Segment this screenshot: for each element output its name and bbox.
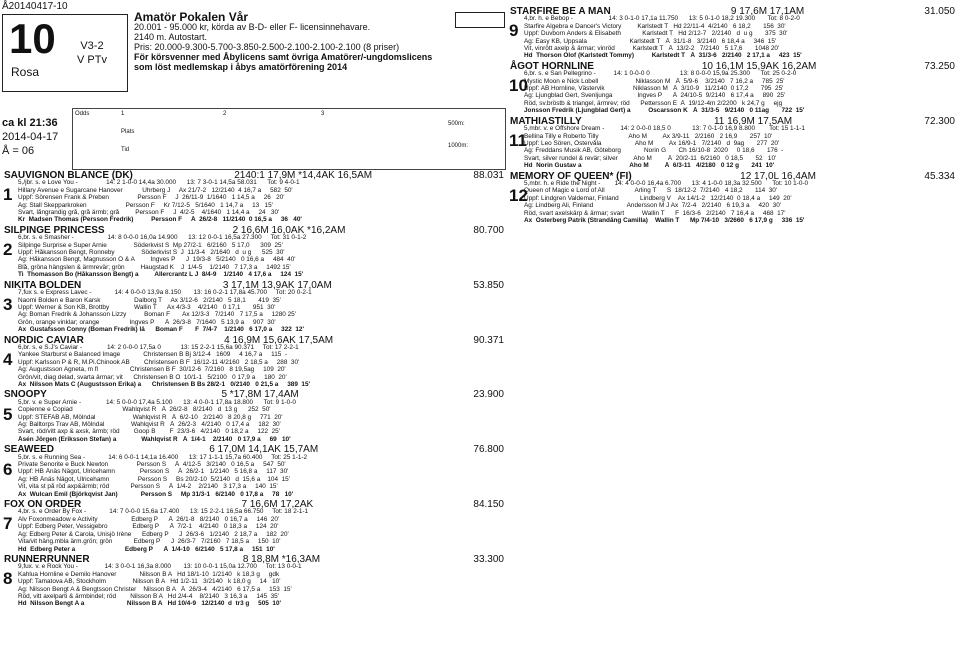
race-number-box	[2, 14, 128, 92]
horse-detail-line: Äg: Freddans Musik AB, Göteborg Norin G Ch 16/10-8 2020 0 18,6 176 -	[524, 147, 784, 155]
horse-stats: 3 17,1M 13,9AK 17,0AM	[222, 279, 332, 291]
horse-detail-line: Uppf: Sörensen Frank & Preben Persson F J 26/11-9 1/1640 1 14,5 a 26 20'	[18, 194, 285, 202]
horse-start-number: 12	[509, 185, 528, 205]
grid-500m: 500m:	[448, 121, 465, 127]
horse-entry	[4, 501, 504, 553]
grid-c3: 3	[321, 111, 325, 117]
odds-grid	[72, 108, 506, 170]
horse-detail-line: 5,mbr. h. e Ride the Night - 14: 4 0-0-0 16,4a 6.700 13: 4 1-0-0 18,3a 32.500 Tot: 10 1-0-0	[524, 179, 809, 187]
horse-detail-line: Äg: Håkansson Bengt, Magnusson Ö & A Ingves P J 19/3-8 5/2140 0 16,6 a 484 40'	[18, 256, 296, 264]
horse-prize-money: 76.800	[473, 444, 504, 456]
horse-entry	[4, 172, 504, 224]
horse-detail-line: Ti Thomasson Bo (Håkansson Bengt) a Allercrantz L J 8/4-9 1/2140 4 17,6 a 124 15'	[18, 271, 304, 279]
horse-detail-line: Bellina Tilly e Roberto Tilly Aho M Ax 3/9-11 2/2160 2 16,9 257 10'	[524, 132, 773, 140]
race-line-1: 20.001 - 95.000 kr, körda av B-D- eller F- licensinnehavare.	[134, 22, 371, 32]
horse-detail-line: Private Senorite e Buck Newton Persson S Å 4/12-5 3/2140 0 16,5 a 547 50'	[18, 461, 286, 469]
horse-detail-line: Äg: Boman Fredrik & Johansson Lizzy Boman F Ax 12/3-3 7/2140 7 17,5 a 1280 25'	[18, 311, 296, 319]
horse-detail-line: Äg: Ljungblad Gert, Svenljunga Ingves P Å 24/10-5 9/2140 6 17,4 a 890 25'	[524, 92, 786, 100]
horse-prize-money: 72.300	[924, 115, 955, 127]
horse-start-number: 8	[3, 569, 13, 589]
horse-details	[510, 180, 955, 224]
horse-detail-line: Silpinge Surprise e Super Arnie Söderkvist S Mp 27/2-1 6/2160 5 17,0 309 25'	[18, 241, 283, 249]
horse-details	[4, 399, 504, 443]
horse-prize-money: 33.300	[473, 553, 504, 565]
horse-header	[510, 170, 955, 182]
horse-detail-line: Hd Norin Gustav a Aho M Å 6/3-11 4/2180 0 12 g 241 10'	[524, 162, 775, 170]
horse-detail-line: 5,br. v. e Super Arnie - 14: 5 0-0-0 17,4a 5.100 13: 4 0-0-1 17,8a 18.800 Tot: 9 1-0-0	[18, 398, 296, 406]
horse-prize-money: 31.050	[924, 6, 955, 17]
horse-detail-line: 4,br. h. e Bebop - 14: 3 0-1-0 17,1a 11.750 13: 5 0-1-0 18,2 19.300 Tot: 8 0-2-0	[524, 15, 800, 23]
horse-start-number: 1	[3, 185, 13, 205]
horse-detail-line: Kahlua Hornline e Demilo Hanover Nilsson B A Hd 18/1-10 1/2140 k 18,3 g gdk	[18, 570, 280, 578]
horse-entry	[4, 446, 504, 498]
horse-detail-line: Äg: Balltorps Trav AB, Mölndal Wahlqvist R Å 26/2-3 4/2140 0 17,4 a 182 30'	[18, 421, 281, 428]
horse-header	[510, 115, 955, 127]
grid-tid: Tid	[121, 147, 130, 153]
horse-detail-line: Röd, sv.bröstb & triangel, ärmrev; röd Pettersson E Å 19/12-4m 2/2200 k 24,7 g ejg	[524, 99, 783, 107]
horse-detail-line: Uppf: AB Hornline, Västervik Niklasson M Å 3/10-9 11/2140 0 17,2 795 25'	[524, 85, 784, 93]
horse-header	[4, 172, 504, 179]
horse-detail-line: Copienne e Copiad Wahlqvist R Å 26/2-8 8/2140 d 13 g 252 50'	[18, 406, 271, 414]
horse-detail-line: Grön, orange vinklar; orange Ingves P Å 26/3-8 7/1640 5 13,9 a 907 30'	[18, 318, 276, 326]
horse-detail-line: Vit, vinrött axelp & ärmar; vinröd Karlstedt T Å 13/2-2 7/2140 5 17,6 1048 20'	[524, 45, 780, 53]
horse-detail-line: Äg: HB Ånäs Nägot, Ulricehamn Persson S Bs 20/2-10 5/2140 d 15,6 a 104 15'	[18, 475, 290, 483]
horse-detail-line: Äg: Stall Skepparkroken Persson F Kr 7/12-5 5/1640 1 14,7 a 13 15'	[18, 201, 273, 209]
horse-details	[4, 563, 504, 607]
horse-detail-line: Uppf: HB Ånäs Nägot, Ulricehamn Persson S Å 26/2-1 1/2140 5 16,8 a 117 30'	[18, 468, 289, 476]
horse-header	[510, 8, 955, 15]
horse-detail-line: Uppf: Lindgren Valdemar, Finland Lindberg V Ax 14/1-2 12/2140 0 18,4 a 149 20'	[524, 194, 792, 202]
start-misc: Å = 06	[2, 145, 35, 157]
horse-detail-line: Åsén Jörgen (Eriksson Stefan) a Wahlqvist R Å 1/4-1 2/2140 0 17,9 a 69 10'	[18, 435, 291, 443]
horse-detail-line: Vita/vit häng.mbla ärm.grön; grön Edberg P J 26/3-7 7/2160 7 18,5 a 150 10'	[18, 538, 281, 546]
horse-entry	[3, 553, 504, 608]
race-title: Amatör Pokalen Vår	[134, 10, 249, 24]
horse-detail-line: Hd Edberg Peter a Edberg P Å 1/4-10 6/2140 5 17,8 a 151 10'	[18, 545, 275, 553]
horse-detail-line: Svart, röd/vitt axp & axsk, ärmb; röd Goop B F 23/3-6 4/2140 0 18,2 a 122 25'	[18, 428, 280, 436]
horse-prize-money: 45.334	[924, 170, 955, 182]
horse-details	[4, 344, 504, 388]
horse-detail-line: 6,br. s. e S.J's Caviar - 14: 2 0-0-0 17,5a 0 13: 15 2-2-1 15,6a 90.371 Tot: 17 2-2-1	[18, 343, 299, 351]
horse-name: SEAWEED	[4, 444, 55, 456]
horse-detail-line: 7,fux s. e Express Lavec - 14: 4 0-0-0 13,9a 8.150 13: 16 0-2-1 17,8a 45.700 Tot: 20 0-2-1	[18, 289, 312, 297]
horse-prize-money: 88.031	[473, 170, 504, 181]
horse-stats: 12 17,0L 16,4AM	[740, 170, 816, 182]
horse-name: SILPINGE PRINCESS	[4, 224, 105, 236]
horse-detail-line: Grön/vit, diag delad, svarta ärmar; vit Christensen B Ö 10/1-1 5/2100 0 17,9 a 180 20'	[18, 373, 287, 381]
horse-detail-line: Hillary Avenue e Sugarcane Hanover Uhrberg J Ax 21/7-2 12/2140 4 16,7 a 582 50'	[18, 186, 293, 194]
horse-stats: 2140:1 17,9M *14,4AK 16,5AM	[234, 170, 373, 181]
horse-header	[4, 553, 504, 565]
horse-entry	[3, 334, 504, 389]
race-number: 10	[9, 15, 56, 62]
horse-detail-line: Hd Thorson Olof (Karlstedt Tommy) Karlstedt T Å 31/3-6 2/2140 2 17,1 a 423 15'	[524, 52, 802, 60]
horse-header	[4, 224, 504, 236]
horse-detail-line: Äg: Edberg Peter & Carola, Unisjö Irène Edberg P J 26/3-6 1/2140 2 18,7 a 182 20'	[18, 530, 289, 538]
horse-detail-line: Jonsson Fredrik (Ljungblad Gert) a Oscarsson K Å 31/3-5 9/2140 0 11ag 722 15'	[524, 107, 805, 115]
horse-stats: 11 16,9M 17,5AM	[713, 115, 793, 127]
horse-name: RUNNERRUNNER	[4, 553, 90, 565]
race-info	[134, 12, 504, 72]
horse-stats: 6 17,0M 14,1AK 15,7AM	[209, 444, 319, 456]
grid-c2: 2	[223, 111, 227, 117]
horse-name: NORDIC CAVIAR	[4, 334, 84, 346]
horse-detail-line: Starfire Algebra e Dancer's Victory Karlstedt T Hd 22/11-4 4/2140 6 18,2 156 30'	[524, 22, 786, 30]
horse-entry	[509, 170, 955, 225]
horse-detail-line: 5,mbr. v. e Offshore Dream - 14: 2 0-0-0 18,5 0 13: 7 0-1-0 16,9 8.800 Tot: 15 1-1-1	[524, 125, 805, 133]
horse-details	[4, 234, 504, 278]
horse-stats: 2 16,6M 16,0AK *16,2AM	[232, 224, 346, 236]
horse-details	[510, 70, 955, 114]
horse-start-number: 6	[3, 459, 13, 479]
horse-detail-line: Äg: Easy KB, Uppsala Karlstedt T Å 31/1-8 3/2140 6 18,4 a 346 15'	[524, 37, 777, 45]
start-time: ca kl 21:36	[2, 117, 58, 129]
horse-detail-line: Röd, vitt axelparti & ärmbindel; röd Nilsson B A Hd 2/4-4 8/2140 3 16,3 a 145 35'	[18, 592, 279, 600]
horse-detail-line: Ax Nilsson Mats C (Augustsson Erika) a Christensen B Bs 28/2-1 0/2140 0 21,5 a 389 15'	[18, 380, 311, 388]
horse-details	[510, 15, 955, 59]
horse-detail-line: Uppf: STEFAB AB, Mölndal Wahlqvist R Å 6/2-10 2/2140 8 20,8 g 771 20'	[18, 413, 283, 421]
left-horse-column	[4, 172, 504, 611]
horse-name: MEMORY OF QUEEN* (FI)	[510, 170, 632, 182]
horse-detail-line: Hd Nilsson Bengt A a Nilsson B A Hd 10/4-9 12/2140 d tr3 g 505 10'	[18, 600, 282, 608]
horse-entry	[3, 224, 504, 279]
horse-start-number: 10	[509, 76, 528, 96]
horse-stats: 8 18,8M *16,3AM	[242, 553, 321, 565]
horse-entry	[3, 279, 504, 334]
horse-detail-line: Blå, gröna hängslen & ärmrevär; grön Haugstad K J 1/4-5 1/2140 7 17,3 a 1492 15'	[18, 263, 291, 271]
horse-prize-money: 80.700	[473, 224, 504, 236]
horse-detail-line: Svart, silver rundel & revär; silver Aho M Å 20/2-11 6/2160 0 18,5 52 10'	[524, 154, 777, 162]
horse-detail-line: Queen of Magic e Lord of All Arling T S 18/12-2 7/2140 4 18,2 114 30'	[524, 187, 778, 195]
horse-detail-line: Röd, svart axelskärp & ärmar; svart Wallin T F 16/3-6 2/2140 7 16,4 a 468 17'	[524, 209, 786, 217]
start-date: 2014-04-17	[2, 131, 59, 143]
horse-start-number: 3	[3, 295, 13, 315]
horse-details	[510, 125, 955, 169]
grid-plats: Plats	[121, 129, 135, 135]
horse-details	[4, 179, 504, 223]
horse-detail-line: 6,br. s. e Smasher - 14: 8 0-0-0 16,0a 14.900 13: 12 0-0-1 16,5a 27.300 Tot: 31 0-1-2	[18, 234, 307, 242]
horse-detail-line: Svart, långrandig grå, grå ärmb; grå Persson F J 4/2-5 4/1640 1 14,4 a 24 30'	[18, 209, 280, 217]
race-line-5: som löst medlemskap i åbys amatörförening 2014	[134, 62, 348, 72]
horse-stats: 7 16,6M 17,2AK	[241, 499, 314, 511]
horse-details	[4, 454, 504, 498]
horse-detail-line: Äg: Lindberg Ali, Finland Andersson M J Ax 7/2-4 2/2140 6 19,3 a 420 30'	[524, 202, 781, 210]
horse-detail-line: Ax Wulcan Emil (Björkqvist Jan) Persson S Mp 31/3-1 6/2140 0 17,8 a 78 10'	[18, 490, 294, 498]
track-name: Rosa	[11, 65, 40, 79]
horse-detail-line: Uppf: Håkansson Bengt, Ronneby Söderkvist S J 11/3-4 2/1640 d u g 525 30'	[18, 249, 285, 257]
horse-detail-line: Ax Österberg Patrik (Strandång Camilla) Wallin T Mp 7/4-10 3/2660 6 17,9 g 336 15'	[524, 216, 805, 224]
track-logo-icon	[455, 12, 505, 28]
horse-prize-money: 53.850	[473, 279, 504, 291]
horse-prize-money: 73.250	[924, 60, 955, 72]
horse-stats: 9 17,6M 17,1AM	[730, 6, 805, 17]
bet-type-vptv: V PTv	[77, 54, 107, 66]
horse-detail-line: Äg: Nilsson Bengt A & Bengtsson Christer Nilsson B A Å 26/3-4 4/2140 6 17,5 a 153 15'	[18, 585, 292, 593]
horse-detail-line: Yankee Starburst e Balanced Image Christensen B Bj 3/12-4 1609 4 16,7 a 115 -	[18, 351, 288, 359]
race-line-3: Pris: 20.000-9.300-5.700-3.850-2.500-2.100-2.100-2.100 (8 priser)	[134, 42, 400, 52]
horse-name: ÅGOT HORNLINE	[510, 60, 594, 72]
horse-details	[4, 508, 504, 552]
horse-header	[4, 444, 504, 456]
horse-stats: 4 16,9M 15,6AK 17,5AM	[224, 334, 334, 346]
horse-stats: 5 *17,8M 17,4AM	[221, 389, 299, 401]
horse-detail-line: 9,fux. v. e Rock You - 14: 3 0-0-1 16,3a 8.000 13: 10 0-0-1 15,0a 12.700 Tot: 13 0-0-1	[18, 563, 302, 571]
horse-details	[4, 289, 504, 333]
horse-start-number: 4	[3, 349, 13, 369]
horse-start-number: 5	[3, 404, 13, 424]
horse-detail-line: Äg: Augustsson Agneta, m fl Christensen B F 30/12-6 7/2160 8 19,5ag 109 20'	[18, 366, 286, 374]
horse-name: NIKITA BOLDEN	[4, 279, 82, 291]
horse-entry	[4, 391, 504, 443]
right-horse-column	[510, 8, 955, 227]
horse-entry	[510, 8, 955, 60]
horse-detail-line: Naomi Bolden e Baron Karsk Dalborg T Ax 3/12-6 2/2140 5 18,1 419 35'	[18, 296, 281, 304]
horse-detail-line: Uppf: Duvborn Anders & Elisabeth Karlstedt T Hd 2/12-7 2/2140 d u g 375 30'	[524, 30, 788, 38]
horse-start-number: 7	[3, 514, 13, 534]
horse-detail-line: 5,/jbr. s. e Love You - 14: 2 1-0-0 14,4a 30.000 13: 7 3-0-1 14,5a 58.031 Tot: 9 4-0-1	[18, 179, 300, 187]
horse-prize-money: 84.150	[473, 499, 504, 511]
horse-prize-money: 23.900	[473, 389, 504, 401]
bet-type-v32: V3-2	[80, 40, 104, 52]
horse-prize-money: 90.371	[473, 334, 504, 346]
horse-header	[4, 279, 504, 291]
horse-stats: 10 16,1M 15,9AK 16,2AM	[701, 60, 817, 72]
horse-detail-line: Uppf: Leo Sören, Östervåla Aho M Ax 16/9-1 7/2140 d 9ag 277 20'	[524, 139, 780, 147]
horse-entry	[509, 115, 955, 170]
horse-header	[4, 499, 504, 511]
horse-header	[4, 389, 504, 401]
grid-1000m: 1000m:	[448, 143, 469, 149]
horse-detail-line: Uppf: Werner & Son KB, Brottby Wallin T Ax 4/3-3 4/2140 0 17,1 951 30'	[18, 303, 276, 311]
horse-detail-line: Uppf: Karlsson P & R, M.Pi.Chinook AB Christensen B F 16/12-11 4/2160 2 18,5 a 288 30'	[18, 358, 300, 366]
horse-header	[4, 334, 504, 346]
horse-detail-line: 4,br. s. e Order By Fox - 14: 7 0-0-0 15,6a 17.400 13: 15 2-2-1 16,5a 66.750 Tot: 18 2-1-1	[18, 508, 309, 516]
bet-type	[77, 39, 107, 67]
race-line-4: För körsvenner med Åbylicens samt övriga Amatörer/-ungdomslicens	[134, 52, 433, 62]
horse-start-number: 2	[3, 240, 13, 260]
horse-detail-line: Mystic Moon e Nick Lobell Niklasson M Å 5/9-6 3/2140 7 16,2 a 785 25'	[524, 77, 785, 85]
horse-detail-line: Ax Gustafsson Conny (Boman Fredrik) lä Boman F F 7/4-7 1/2140 6 17,0 a 322 12'	[18, 326, 304, 334]
horse-name: STARFIRE BE A MAN	[510, 6, 611, 17]
horse-name: FOX ON ORDER	[4, 499, 82, 511]
grid-odds: Odds	[75, 111, 90, 117]
horse-detail-line: Vit, vita st på röd axp&ärmb; röd Persson S Å 1/4-2 2/2140 3 17,3 a 140 15'	[18, 483, 278, 491]
horse-start-number: 11	[509, 131, 527, 151]
horse-detail-line: Kr Madsen Thomas (Persson Fredrik) Persson F Å 26/2-8 11/2140 0 16,5 a 36 40'	[18, 216, 302, 224]
race-line-2: 2140 m. Autostart.	[134, 32, 208, 42]
horse-name: SNOOPY	[4, 389, 47, 401]
program-date: Å20140417-10	[2, 1, 68, 12]
horse-entry	[509, 60, 955, 115]
horse-name: SAUVIGNON BLANCE (DK)	[4, 170, 133, 181]
start-info	[2, 116, 58, 158]
horse-start-number: 9	[509, 21, 519, 41]
horse-header	[510, 60, 955, 72]
horse-detail-line: Uppf: Edberg Peter, Vessigebro Edberg P Å 7/2-1 4/2140 0 18,3 a 124 20'	[18, 523, 279, 531]
horse-detail-line: Uppf: Tamatova AB, Stockholm Nilsson B A Hd 1/2-11 3/2140 k 18,0 g 14 10'	[18, 578, 281, 586]
horse-name: MATHIASTILLY	[510, 115, 582, 127]
horse-detail-line: 5,br. s. e Running Sea - 14: 6 0-0-1 14,1a 16.400 13: 17 1-1-1 15,7a 60.400 Tot: 25 1-1-2	[18, 453, 308, 461]
horse-detail-line: Alv Foxonmeadow e Activity Edberg P Å 26/1-8 8/2140 0 16,7 a 146 20'	[18, 515, 280, 523]
horse-detail-line: 6,br. s. e San Pellegrino - 14: 1 0-0-0 0 13: 8 0-0-0 15,9a 25.300 Tot: 25 0-2-0	[524, 70, 797, 78]
grid-c1: 1	[121, 111, 125, 117]
